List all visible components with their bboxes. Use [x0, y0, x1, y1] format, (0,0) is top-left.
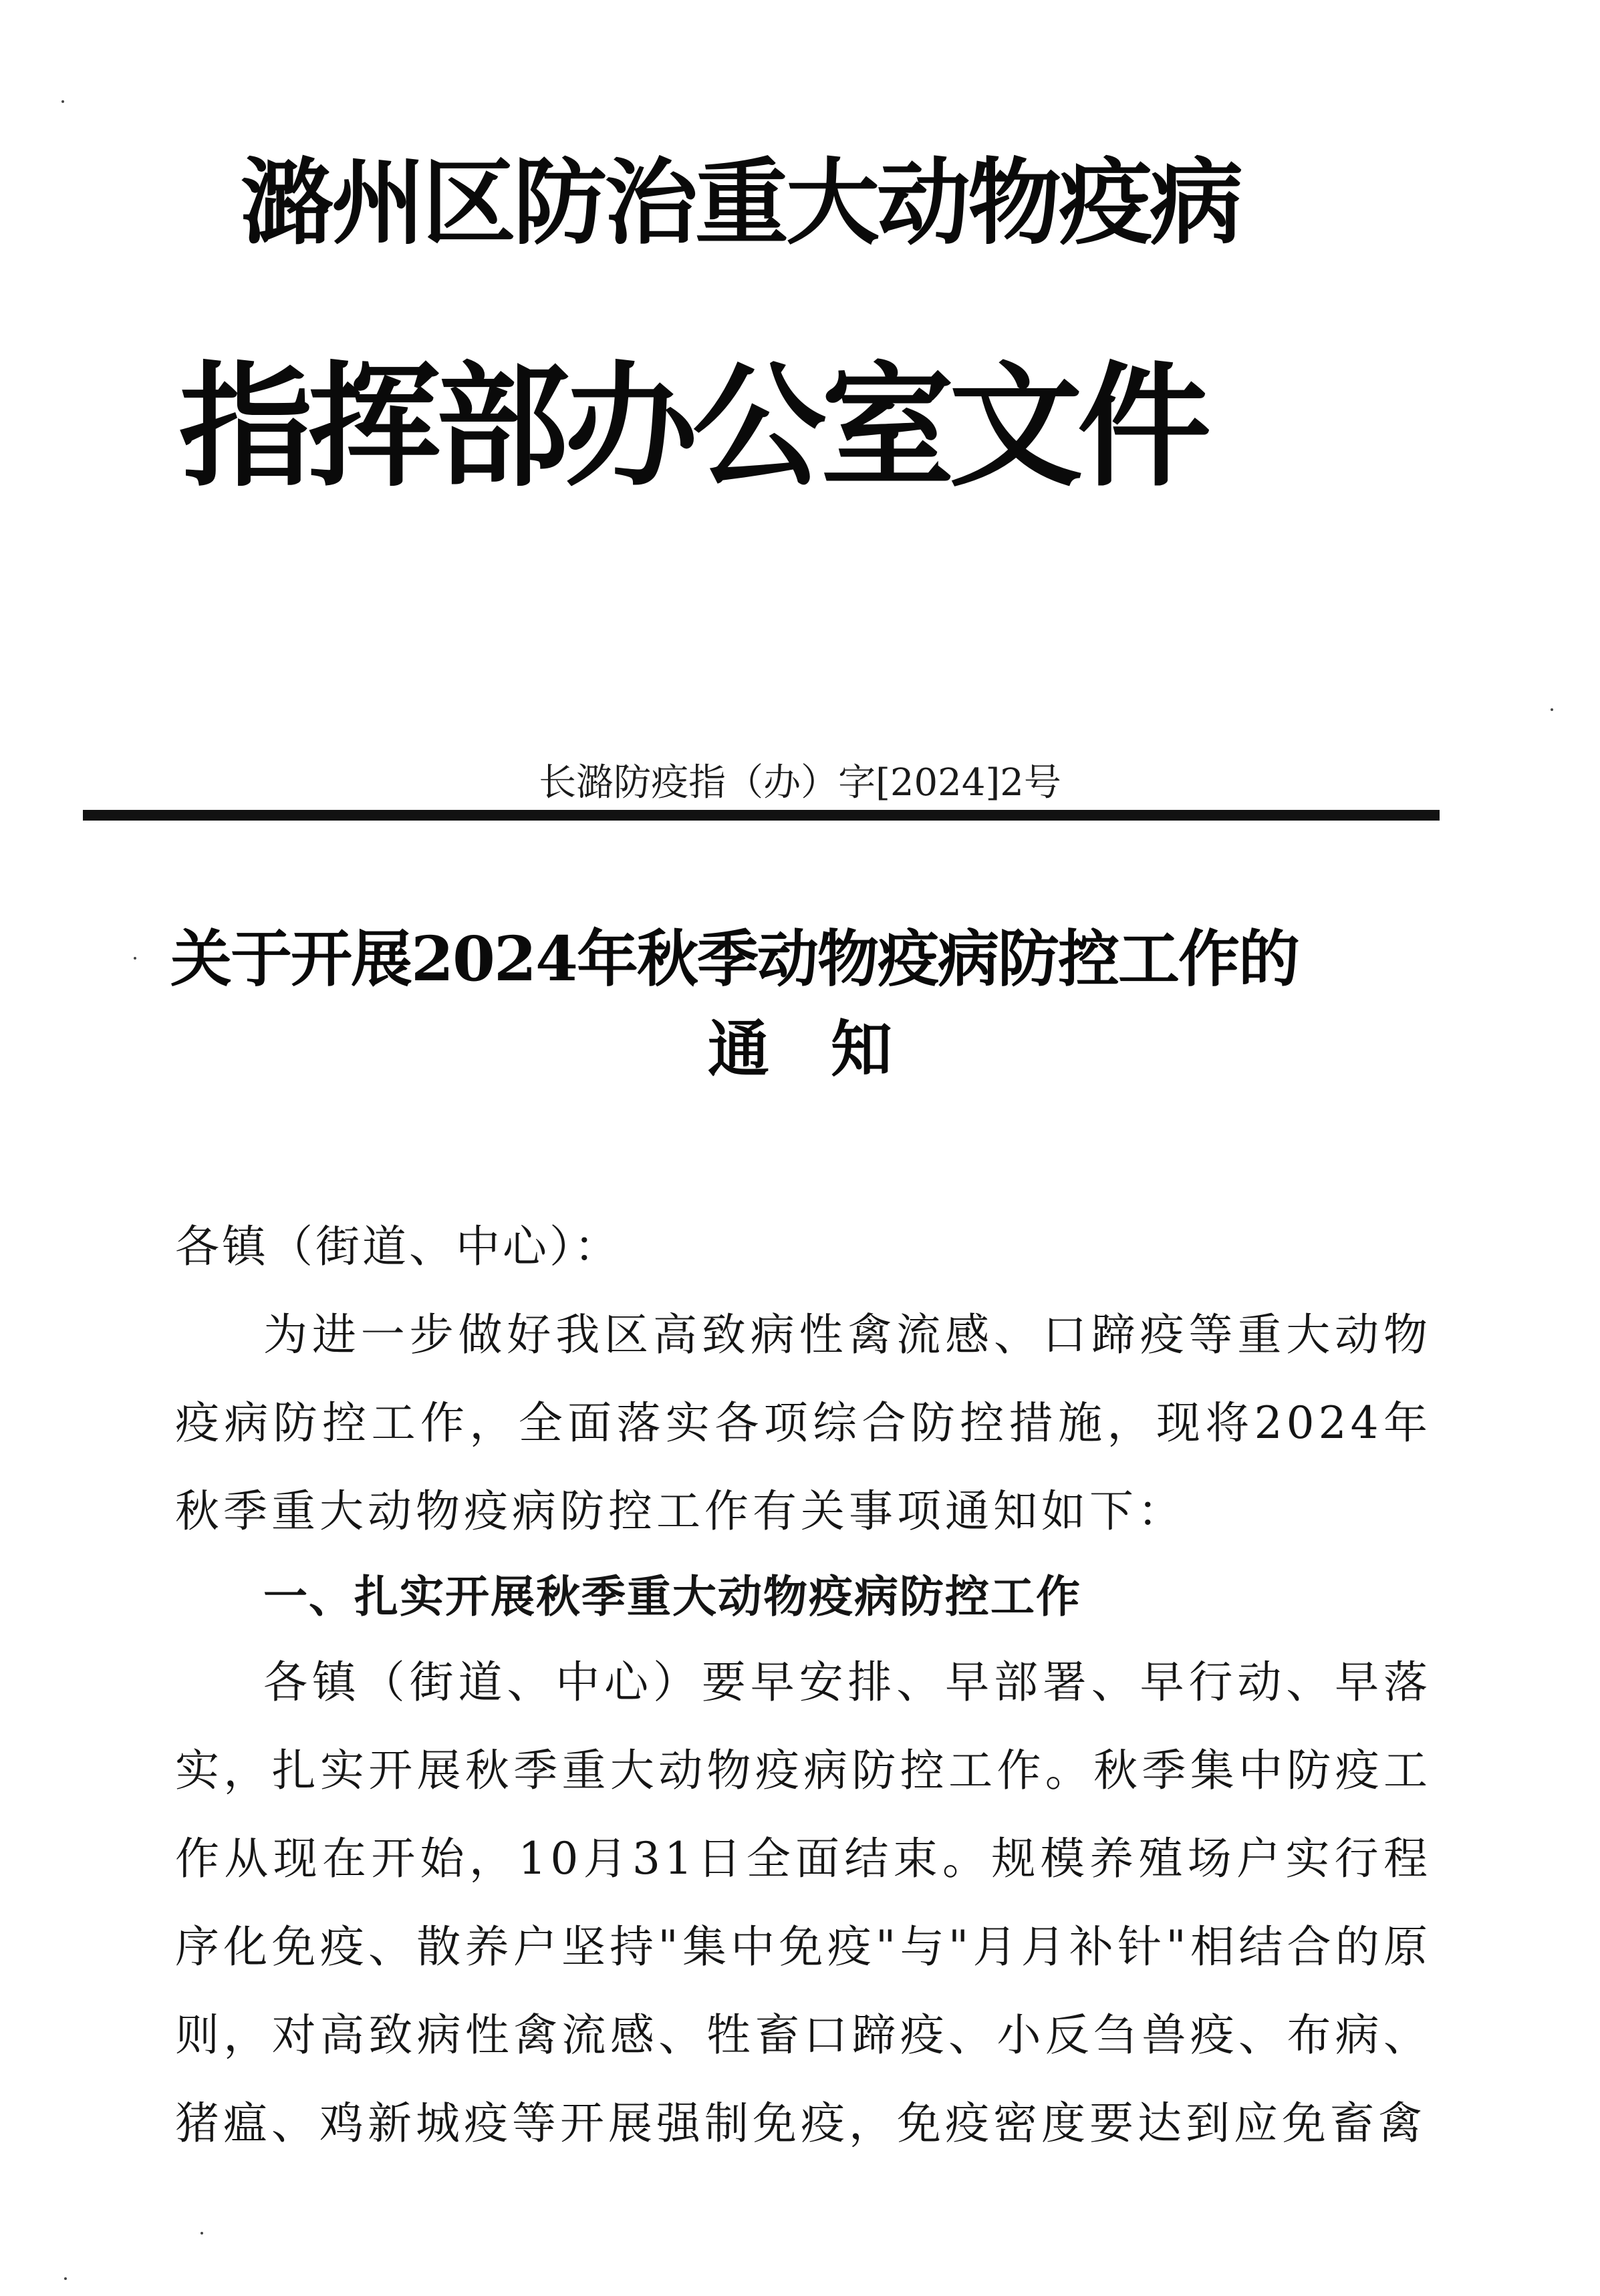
header-separator-rule	[83, 810, 1440, 821]
scan-speck	[134, 957, 136, 960]
scan-speck	[1551, 708, 1553, 711]
document-number: 长潞防疫指（办）字[2024]2号	[539, 761, 1061, 805]
scan-speck	[61, 100, 64, 103]
scan-speck	[201, 2232, 203, 2235]
document-body	[175, 1203, 1432, 2168]
notice-title-line-2: 通 知	[707, 1013, 892, 1085]
section-heading-1: 一、扎实开展秋季重大动物疫病防控工作	[263, 1571, 1081, 1622]
scan-speck	[64, 2277, 67, 2280]
section-paragraph-1: 各镇（街道、中心）要早安排、早部署、早行动、早落实，扎实开展秋季重大动物疫病防控工作。秋季集中防疫工作从现在开始，10月31日全面结束。规模养殖场户实行程序化免疫、散养户坚持"集中免疫"与"月月补针"相结合的原则，对高致病性禽流感、牲畜口蹄疫、小反刍兽疫、布病、猪瘟、鸡新城疫等开展强制免疫，免疫密度要达到应免畜禽	[175, 1657, 1432, 2149]
issuing-authority-line-1: 潞州区防治重大动物疫病	[241, 149, 1241, 258]
notice-title-line-1: 关于开展2024年秋季动物疫病防控工作的	[170, 923, 1299, 995]
intro-paragraph: 为进一步做好我区高致病性禽流感、口蹄疫等重大动物疫病防控工作，全面落实各项综合防控措施，现将2024年秋季重大动物疫病防控工作有关事项通知如下：	[175, 1309, 1432, 1537]
salutation: 各镇（街道、中心）：	[175, 1221, 621, 1272]
issuing-authority-line-2: 指挥部办公室文件	[179, 349, 1206, 505]
